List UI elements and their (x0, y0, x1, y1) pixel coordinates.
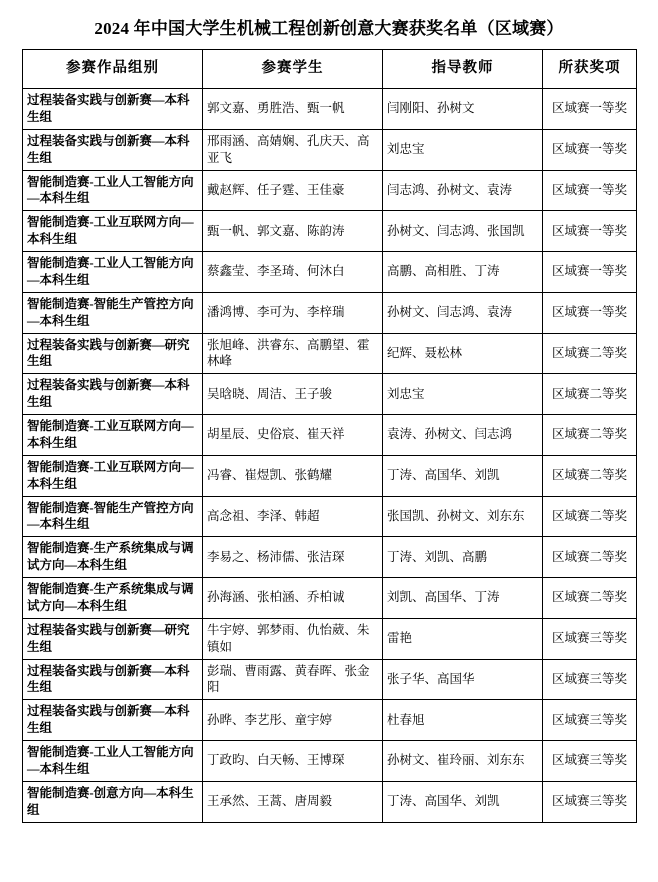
cell-students: 邢雨涵、高婧娴、孔庆天、高亚飞 (203, 129, 383, 170)
cell-teachers: 张子华、高国华 (383, 659, 543, 700)
table-row (23, 700, 637, 741)
cell-teachers: 丁涛、刘凯、高鹏 (383, 537, 543, 578)
cell-teachers: 孙树文、闫志鸿、袁涛 (383, 292, 543, 333)
cell-group: 过程装备实践与创新赛—本科生组 (23, 659, 203, 700)
cell-group: 过程装备实践与创新赛—本科生组 (23, 374, 203, 415)
cell-teachers: 闫志鸿、孙树文、袁涛 (383, 170, 543, 211)
cell-award: 区域赛二等奖 (543, 537, 637, 578)
cell-teachers: 雷艳 (383, 618, 543, 659)
column-header-group: 参赛作品组别 (23, 50, 203, 89)
cell-teachers: 丁涛、高国华、刘凯 (383, 781, 543, 822)
cell-group: 过程装备实践与创新赛—本科生组 (23, 700, 203, 741)
cell-students: 高念祖、李泽、韩超 (203, 496, 383, 537)
table-row (23, 211, 637, 252)
table-row (23, 129, 637, 170)
cell-teachers: 杜春旭 (383, 700, 543, 741)
table-row (23, 537, 637, 578)
table-row (23, 781, 637, 822)
cell-award: 区域赛二等奖 (543, 578, 637, 619)
cell-students: 胡星辰、史俗宸、崔天祥 (203, 415, 383, 456)
cell-group: 过程装备实践与创新赛—研究生组 (23, 333, 203, 374)
cell-students: 郭文嘉、勇胜浩、甄一帆 (203, 89, 383, 130)
cell-award: 区域赛一等奖 (543, 170, 637, 211)
cell-group: 过程装备实践与创新赛—本科生组 (23, 129, 203, 170)
cell-group: 智能制造赛-工业互联网方向—本科生组 (23, 455, 203, 496)
cell-group: 智能制造赛-工业互联网方向—本科生组 (23, 211, 203, 252)
cell-teachers: 孙树文、闫志鸿、张国凯 (383, 211, 543, 252)
cell-teachers: 高鹏、高相胜、丁涛 (383, 252, 543, 293)
cell-students: 张旭峰、洪睿东、高鹏望、霍林峰 (203, 333, 383, 374)
cell-group: 智能制造赛-生产系统集成与调试方向—本科生组 (23, 578, 203, 619)
cell-teachers: 闫刚阳、孙树文 (383, 89, 543, 130)
cell-teachers: 刘忠宝 (383, 374, 543, 415)
cell-group: 智能制造赛-工业人工智能方向—本科生组 (23, 741, 203, 782)
cell-students: 李易之、杨沛儒、张洁琛 (203, 537, 383, 578)
cell-students: 丁政昀、白天畅、王博琛 (203, 741, 383, 782)
cell-award: 区域赛三等奖 (543, 659, 637, 700)
cell-teachers: 丁涛、高国华、刘凯 (383, 455, 543, 496)
cell-award: 区域赛一等奖 (543, 211, 637, 252)
table-row (23, 374, 637, 415)
cell-students: 吴晗晓、周洁、王子骏 (203, 374, 383, 415)
cell-award: 区域赛二等奖 (543, 333, 637, 374)
cell-group: 过程装备实践与创新赛—研究生组 (23, 618, 203, 659)
cell-award: 区域赛一等奖 (543, 89, 637, 130)
table-header-row (23, 50, 637, 89)
cell-award: 区域赛二等奖 (543, 455, 637, 496)
column-header-award: 所获奖项 (543, 50, 637, 89)
cell-award: 区域赛一等奖 (543, 129, 637, 170)
cell-group: 智能制造赛-创意方向—本科生组 (23, 781, 203, 822)
cell-award: 区域赛三等奖 (543, 781, 637, 822)
cell-group: 智能制造赛-生产系统集成与调试方向—本科生组 (23, 537, 203, 578)
cell-group: 智能制造赛-智能生产管控方向—本科生组 (23, 292, 203, 333)
cell-award: 区域赛三等奖 (543, 700, 637, 741)
cell-students: 冯睿、崔煜凯、张鹤耀 (203, 455, 383, 496)
table-row (23, 292, 637, 333)
table-row (23, 455, 637, 496)
cell-students: 孙晔、李艺彤、童宇婷 (203, 700, 383, 741)
cell-students: 彭瑞、曹雨露、黄春晖、张金阳 (203, 659, 383, 700)
cell-group: 智能制造赛-智能生产管控方向—本科生组 (23, 496, 203, 537)
column-header-teachers: 指导教师 (383, 50, 543, 89)
table-row (23, 496, 637, 537)
table-row (23, 578, 637, 619)
cell-award: 区域赛二等奖 (543, 415, 637, 456)
table-row (23, 252, 637, 293)
cell-students: 王承然、王蒿、唐周毅 (203, 781, 383, 822)
cell-award: 区域赛一等奖 (543, 252, 637, 293)
table-body (23, 89, 637, 823)
cell-award: 区域赛三等奖 (543, 618, 637, 659)
cell-teachers: 孙树文、崔玲丽、刘东东 (383, 741, 543, 782)
award-list-table (22, 49, 637, 823)
table-row (23, 415, 637, 456)
cell-group: 智能制造赛-工业互联网方向—本科生组 (23, 415, 203, 456)
cell-group: 智能制造赛-工业人工智能方向—本科生组 (23, 252, 203, 293)
column-header-students: 参赛学生 (203, 50, 383, 89)
table-row (23, 741, 637, 782)
cell-teachers: 袁涛、孙树文、闫志鸿 (383, 415, 543, 456)
cell-teachers: 刘忠宝 (383, 129, 543, 170)
table-row (23, 170, 637, 211)
cell-students: 蔡鑫莹、李圣琦、何沐白 (203, 252, 383, 293)
cell-teachers: 纪辉、聂松林 (383, 333, 543, 374)
cell-teachers: 张国凯、孙树文、刘东东 (383, 496, 543, 537)
cell-award: 区域赛三等奖 (543, 741, 637, 782)
cell-group: 过程装备实践与创新赛—本科生组 (23, 89, 203, 130)
cell-students: 牛宇婷、郭梦雨、仇怡葳、朱镇如 (203, 618, 383, 659)
page-title: 2024 年中国大学生机械工程创新创意大赛获奖名单（区域赛） (94, 19, 564, 38)
cell-students: 甄一帆、郭文嘉、陈韵涛 (203, 211, 383, 252)
cell-award: 区域赛一等奖 (543, 292, 637, 333)
table-row (23, 333, 637, 374)
cell-students: 戴赵辉、任子霆、王佳豪 (203, 170, 383, 211)
table-row (23, 89, 637, 130)
table-row (23, 659, 637, 700)
cell-teachers: 刘凯、高国华、丁涛 (383, 578, 543, 619)
table-row (23, 618, 637, 659)
cell-students: 孙海涵、张柏涵、乔柏诚 (203, 578, 383, 619)
cell-group: 智能制造赛-工业人工智能方向—本科生组 (23, 170, 203, 211)
cell-students: 潘鸿博、李可为、李梓瑞 (203, 292, 383, 333)
cell-award: 区域赛二等奖 (543, 496, 637, 537)
cell-award: 区域赛二等奖 (543, 374, 637, 415)
